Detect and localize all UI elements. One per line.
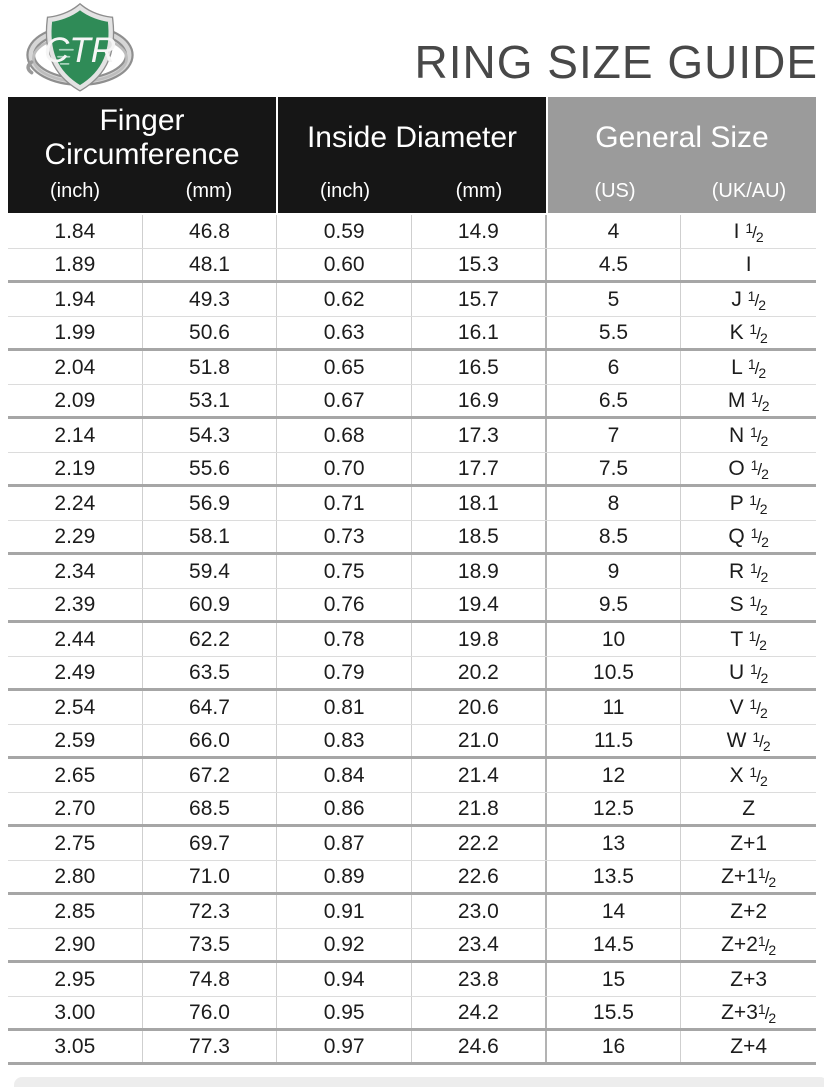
cell-uk-au-size: T $^1/_2$: [730, 627, 767, 653]
cell-uk-au-size: S $^1/_2$: [729, 592, 768, 618]
cell-diameter-inch: 0.68: [277, 419, 412, 452]
cell-circumference-mm: 64.7: [143, 691, 278, 724]
cell-circumference-mm: 69.7: [143, 827, 278, 860]
cell-uk-au-size: N $^1/_2$: [729, 423, 769, 449]
cell-uk-au-size: Z+3: [730, 967, 768, 991]
cell-diameter-mm: 23.0: [412, 895, 547, 928]
cell-circumference-inch: 2.14: [8, 419, 143, 452]
table-row: [8, 1031, 816, 1065]
cell-uk-au-size: K $^1/_2$: [729, 320, 768, 346]
cell-circumference-mm: 60.9: [143, 589, 278, 620]
cell-circumference-inch: 1.99: [8, 317, 143, 348]
unit-diameter-mm: (mm): [455, 179, 503, 202]
cell-circumference-inch: 1.94: [8, 283, 143, 316]
cell-circumference-inch: 2.34: [8, 555, 143, 588]
cell-circumference-mm: 51.8: [143, 351, 278, 384]
cell-us-size: 8.5: [547, 521, 682, 552]
cell-uk-au-size: V $^1/_2$: [729, 695, 768, 721]
cell-us-size: 11: [547, 691, 682, 724]
cell-diameter-inch: 0.86: [277, 793, 412, 824]
cell-us-size: 5: [547, 283, 682, 316]
cell-circumference-mm: 68.5: [143, 793, 278, 824]
cell-diameter-inch: 0.67: [277, 385, 412, 416]
cell-uk-au-size: J $^1/_2$: [731, 287, 766, 313]
cell-us-size: 13.5: [547, 861, 682, 892]
cell-diameter-mm: 17.7: [412, 453, 547, 484]
cell-circumference-mm: 49.3: [143, 283, 278, 316]
table-row: [8, 589, 816, 623]
cell-diameter-inch: 0.83: [277, 725, 412, 756]
cell-circumference-mm: 62.2: [143, 623, 278, 656]
half-fraction: $^1/_2$: [745, 219, 764, 245]
cell-circumference-mm: 58.1: [143, 521, 278, 552]
table-row: [8, 487, 816, 521]
cell-diameter-mm: 16.5: [412, 351, 547, 384]
cell-us-size: 8: [547, 487, 682, 520]
cell-diameter-inch: 0.75: [277, 555, 412, 588]
cell-uk-au-size: M $^1/_2$: [727, 388, 770, 414]
cell-diameter-mm: 15.3: [412, 249, 547, 280]
half-fraction: $^1/_2$: [757, 1000, 777, 1026]
cell-diameter-inch: 0.79: [277, 657, 412, 688]
half-fraction: $^1/_2$: [749, 491, 768, 517]
half-fraction: $^1/_2$: [750, 456, 769, 482]
cell-diameter-inch: 0.76: [277, 589, 412, 620]
table-row: [8, 793, 816, 827]
cell-diameter-inch: 0.71: [277, 487, 412, 520]
cell-diameter-mm: 24.6: [412, 1031, 547, 1062]
cell-uk-au-size: U $^1/_2$: [729, 660, 769, 686]
cell-uk-au-size: O $^1/_2$: [728, 456, 769, 482]
cell-circumference-inch: 2.85: [8, 895, 143, 928]
cell-diameter-inch: 0.73: [277, 521, 412, 552]
cell-circumference-inch: 2.49: [8, 657, 143, 688]
cell-diameter-mm: 22.6: [412, 861, 547, 892]
cell-us-size: 10.5: [547, 657, 682, 688]
cell-diameter-mm: 18.9: [412, 555, 547, 588]
cell-us-size: 13: [547, 827, 682, 860]
unit-circumference-inch: (inch): [49, 179, 100, 202]
half-fraction: $^1/_2$: [750, 660, 769, 686]
cell-uk-au-size: Z+4: [730, 1034, 768, 1058]
cell-diameter-mm: 24.2: [412, 997, 547, 1028]
unit-uk-au: (UK/AU): [711, 179, 787, 202]
unit-circumference-mm: (mm): [185, 179, 233, 202]
cell-diameter-mm: 16.9: [412, 385, 547, 416]
cell-uk-au-size: Z: [742, 796, 756, 820]
cell-circumference-inch: 2.70: [8, 793, 143, 824]
header-group-finger-circumference: [8, 97, 276, 213]
cell-diameter-mm: 21.0: [412, 725, 547, 756]
cell-circumference-mm: 72.3: [143, 895, 278, 928]
table-row: [8, 827, 816, 861]
cell-us-size: 4.5: [547, 249, 682, 280]
table-body: [8, 215, 816, 1065]
unit-diameter-inch: (inch): [319, 179, 370, 202]
cell-us-size: 10: [547, 623, 682, 656]
cell-diameter-mm: 23.8: [412, 963, 547, 996]
cell-us-size: 16: [547, 1031, 682, 1062]
cell-us-size: 14.5: [547, 929, 682, 960]
half-fraction: $^1/_2$: [750, 524, 769, 550]
cell-diameter-inch: 0.78: [277, 623, 412, 656]
cell-circumference-mm: 73.5: [143, 929, 278, 960]
cell-us-size: 11.5: [547, 725, 682, 756]
cell-circumference-mm: 46.8: [143, 215, 278, 248]
cell-uk-au-size: Q $^1/_2$: [728, 524, 769, 550]
header-group-inside-diameter: [278, 97, 546, 213]
cell-diameter-mm: 20.2: [412, 657, 547, 688]
cell-uk-au-size: Z+1: [730, 831, 768, 855]
half-fraction: $^1/_2$: [757, 864, 777, 890]
table-row: [8, 861, 816, 895]
half-fraction: $^1/_2$: [757, 932, 777, 958]
table-row: [8, 453, 816, 487]
header-units: [8, 173, 276, 213]
cell-circumference-inch: 2.65: [8, 759, 143, 792]
cell-diameter-inch: 0.60: [277, 249, 412, 280]
header-label: Finger Circumference: [44, 104, 240, 171]
cell-circumference-inch: 2.59: [8, 725, 143, 756]
cell-circumference-mm: 66.0: [143, 725, 278, 756]
cell-uk-au-size: Z+3 $^1/_2$: [721, 1000, 777, 1026]
cell-circumference-mm: 48.1: [143, 249, 278, 280]
cell-circumference-mm: 59.4: [143, 555, 278, 588]
cell-diameter-inch: 0.84: [277, 759, 412, 792]
cell-diameter-inch: 0.70: [277, 453, 412, 484]
cell-diameter-mm: 18.1: [412, 487, 547, 520]
cell-uk-au-size: W $^1/_2$: [726, 728, 771, 754]
half-fraction: $^1/_2$: [747, 287, 766, 313]
cell-circumference-inch: 2.39: [8, 589, 143, 620]
cell-uk-au-size: L $^1/_2$: [731, 355, 767, 381]
topbar: [0, 0, 824, 97]
table-row: [8, 215, 816, 249]
table-row: [8, 929, 816, 963]
half-fraction: $^1/_2$: [749, 320, 768, 346]
half-fraction: $^1/_2$: [747, 355, 767, 381]
table-row: [8, 759, 816, 793]
cell-diameter-inch: 0.91: [277, 895, 412, 928]
cell-circumference-mm: 55.6: [143, 453, 278, 484]
table-row: [8, 895, 816, 929]
table-row: [8, 283, 816, 317]
cell-circumference-mm: 74.8: [143, 963, 278, 996]
cell-uk-au-size: I $^1/_2$: [733, 219, 764, 245]
cell-us-size: 5.5: [547, 317, 682, 348]
cell-diameter-mm: 23.4: [412, 929, 547, 960]
half-fraction: $^1/_2$: [750, 559, 769, 585]
cell-circumference-mm: 77.3: [143, 1031, 278, 1062]
cell-circumference-mm: 76.0: [143, 997, 278, 1028]
table-row: [8, 725, 816, 759]
cell-circumference-mm: 67.2: [143, 759, 278, 792]
cell-us-size: 12: [547, 759, 682, 792]
cell-us-size: 9: [547, 555, 682, 588]
cell-diameter-mm: 14.9: [412, 215, 547, 248]
bottom-strip: [14, 1077, 824, 1087]
cell-us-size: 15: [547, 963, 682, 996]
cell-circumference-mm: 50.6: [143, 317, 278, 348]
cell-us-size: 15.5: [547, 997, 682, 1028]
cell-uk-au-size: Z+2: [730, 899, 768, 923]
cell-uk-au-size: Z+1 $^1/_2$: [721, 864, 777, 890]
cell-us-size: 6.5: [547, 385, 682, 416]
ring-size-table: [8, 97, 816, 1065]
cell-diameter-mm: 21.8: [412, 793, 547, 824]
cell-diameter-inch: 0.87: [277, 827, 412, 860]
cell-circumference-inch: 2.09: [8, 385, 143, 416]
cell-circumference-inch: 2.75: [8, 827, 143, 860]
cell-diameter-inch: 0.94: [277, 963, 412, 996]
cell-circumference-inch: 1.89: [8, 249, 143, 280]
cell-circumference-inch: 2.19: [8, 453, 143, 484]
header-group-general-size: [548, 97, 816, 213]
cell-circumference-inch: 2.95: [8, 963, 143, 996]
table-row: [8, 249, 816, 283]
cell-diameter-inch: 0.92: [277, 929, 412, 960]
cell-diameter-inch: 0.81: [277, 691, 412, 724]
cell-uk-au-size: R $^1/_2$: [729, 559, 769, 585]
cell-uk-au-size: X $^1/_2$: [729, 763, 768, 789]
cell-circumference-mm: 71.0: [143, 861, 278, 892]
half-fraction: $^1/_2$: [749, 695, 768, 721]
table-row: [8, 997, 816, 1031]
cell-diameter-mm: 18.5: [412, 521, 547, 552]
table-row: [8, 963, 816, 997]
cell-diameter-mm: 21.4: [412, 759, 547, 792]
cell-circumference-inch: 2.54: [8, 691, 143, 724]
header-label: General Size: [595, 121, 769, 155]
ctr-ring-logo: [14, 3, 146, 93]
cell-circumference-mm: 56.9: [143, 487, 278, 520]
header-label: Inside Diameter: [306, 121, 518, 155]
half-fraction: $^1/_2$: [748, 627, 767, 653]
table-row: [8, 691, 816, 725]
cell-circumference-inch: 2.29: [8, 521, 143, 552]
half-fraction: $^1/_2$: [752, 728, 771, 754]
cell-diameter-mm: 22.2: [412, 827, 547, 860]
cell-circumference-inch: 2.90: [8, 929, 143, 960]
cell-diameter-inch: 0.65: [277, 351, 412, 384]
table-row: [8, 317, 816, 351]
half-fraction: $^1/_2$: [749, 763, 768, 789]
half-fraction: $^1/_2$: [751, 388, 770, 414]
cell-uk-au-size: I: [745, 252, 752, 276]
cell-diameter-mm: 17.3: [412, 419, 547, 452]
cell-circumference-inch: 3.00: [8, 997, 143, 1028]
table-row: [8, 623, 816, 657]
unit-us: (US): [594, 179, 636, 202]
cell-diameter-mm: 15.7: [412, 283, 547, 316]
cell-diameter-inch: 0.63: [277, 317, 412, 348]
cell-uk-au-size: Z+2 $^1/_2$: [721, 932, 777, 958]
cell-diameter-inch: 0.59: [277, 215, 412, 248]
cell-diameter-inch: 0.97: [277, 1031, 412, 1062]
cell-diameter-mm: 19.4: [412, 589, 547, 620]
table-row: [8, 657, 816, 691]
cell-circumference-inch: 2.24: [8, 487, 143, 520]
cell-circumference-inch: 1.84: [8, 215, 143, 248]
table-row: [8, 521, 816, 555]
table-row: [8, 351, 816, 385]
cell-us-size: 7.5: [547, 453, 682, 484]
cell-circumference-inch: 2.04: [8, 351, 143, 384]
cell-circumference-inch: 2.44: [8, 623, 143, 656]
header-units: [548, 173, 816, 213]
cell-diameter-mm: 16.1: [412, 317, 547, 348]
cell-circumference-inch: 3.05: [8, 1031, 143, 1062]
cell-diameter-inch: 0.95: [277, 997, 412, 1028]
table-row: [8, 419, 816, 453]
cell-circumference-inch: 2.80: [8, 861, 143, 892]
cell-diameter-mm: 20.6: [412, 691, 547, 724]
half-fraction: $^1/_2$: [749, 592, 768, 618]
cell-us-size: 7: [547, 419, 682, 452]
table-row: [8, 385, 816, 419]
ctr-letters: CTR: [43, 31, 117, 71]
cell-circumference-mm: 54.3: [143, 419, 278, 452]
cell-circumference-mm: 53.1: [143, 385, 278, 416]
table-row: [8, 555, 816, 589]
header-units: [278, 173, 546, 213]
half-fraction: $^1/_2$: [750, 423, 769, 449]
cell-uk-au-size: P $^1/_2$: [729, 491, 768, 517]
cell-us-size: 9.5: [547, 589, 682, 620]
table-header: [8, 97, 816, 213]
cell-us-size: 6: [547, 351, 682, 384]
cell-diameter-mm: 19.8: [412, 623, 547, 656]
cell-circumference-mm: 63.5: [143, 657, 278, 688]
cell-diameter-inch: 0.89: [277, 861, 412, 892]
cell-us-size: 14: [547, 895, 682, 928]
cell-us-size: 4: [547, 215, 682, 248]
cell-diameter-inch: 0.62: [277, 283, 412, 316]
cell-us-size: 12.5: [547, 793, 682, 824]
page-title: RING SIZE GUIDE: [414, 36, 818, 88]
